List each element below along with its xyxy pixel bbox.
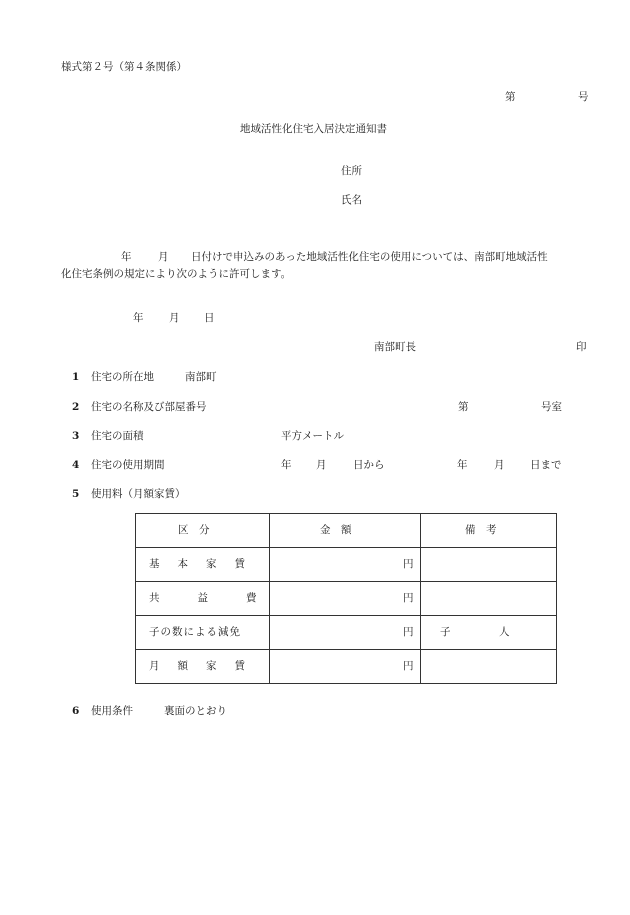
row-yen: 円	[403, 626, 414, 638]
date-month: 月	[169, 312, 180, 324]
item-4-to-year: 年	[457, 459, 468, 471]
body-text-line2: 化住宅条例の規定により次のように許可します。	[61, 268, 292, 280]
note-cell	[421, 548, 557, 582]
header-amount: 金 額	[320, 524, 352, 536]
item-2-number: 2	[72, 401, 80, 413]
amount-cell	[270, 548, 421, 582]
body-year: 年	[121, 251, 132, 263]
address-label: 住所	[341, 165, 362, 177]
row-yen: 円	[403, 558, 414, 570]
note-cell	[421, 650, 557, 684]
row-yen: 円	[403, 660, 414, 672]
category-cell	[136, 650, 270, 684]
note-child: 子	[440, 626, 451, 638]
row-category: 子の数による減免	[149, 626, 241, 638]
body-text-line1: 日付けで申込みのあった地域活性化住宅の使用については、南部町地域活性	[191, 251, 548, 263]
doc-number-go: 号	[578, 91, 589, 103]
row-category: 基本家賃	[149, 558, 263, 570]
seal-mark: 印	[576, 341, 587, 353]
doc-number-dai: 第	[505, 91, 516, 103]
date-day: 日	[204, 312, 215, 324]
item-6-label: 使用条件	[91, 705, 133, 717]
note-cell	[421, 616, 557, 650]
fee-table	[135, 513, 557, 684]
item-4-number: 4	[72, 459, 80, 471]
category-cell	[136, 616, 270, 650]
row-category: 月額家賃	[149, 660, 263, 672]
amount-cell	[270, 582, 421, 616]
item-3-unit: 平方メートル	[281, 430, 344, 442]
item-3-label: 住宅の面積	[91, 430, 144, 442]
header-amount-cell	[270, 514, 421, 548]
table-row	[136, 548, 557, 582]
issuer-title: 南部町長	[374, 341, 416, 353]
item-4-label: 住宅の使用期間	[91, 459, 165, 471]
item-1-label: 住宅の所在地	[91, 371, 154, 383]
item-2-room: 号室	[541, 401, 562, 413]
row-yen: 円	[403, 592, 414, 604]
category-cell	[136, 582, 295, 616]
date-year: 年	[133, 312, 144, 324]
item-5-label: 使用料（月額家賃）	[91, 488, 186, 500]
name-label: 氏名	[341, 194, 362, 206]
item-2-label: 住宅の名称及び部屋番号	[91, 401, 207, 413]
note-person: 人	[499, 626, 510, 638]
fee-table-header-row	[136, 514, 557, 548]
header-notes: 備 考	[465, 524, 497, 536]
item-1-value: 南部町	[185, 371, 217, 383]
item-4-from-month: 月	[316, 459, 327, 471]
item-1-number: 1	[72, 371, 80, 383]
item-4-from-year: 年	[281, 459, 292, 471]
table-row	[136, 582, 557, 616]
item-2-dai: 第	[458, 401, 469, 413]
amount-cell	[270, 650, 421, 684]
header-category: 区 分	[178, 524, 210, 536]
item-4-to-month: 月	[494, 459, 505, 471]
item-4-to-day: 日まで	[530, 459, 562, 471]
table-row	[136, 616, 557, 650]
note-cell	[421, 582, 557, 616]
document-title: 地域活性化住宅入居決定通知書	[240, 123, 387, 135]
table-row	[136, 650, 557, 684]
item-5-number: 5	[72, 488, 80, 500]
row-category: 共益費	[149, 592, 295, 604]
item-6-number: 6	[72, 705, 80, 717]
category-cell	[136, 548, 270, 582]
item-6-value: 裏面のとおり	[164, 705, 227, 717]
body-month: 月	[158, 251, 169, 263]
form-label: 様式第２号（第４条関係）	[61, 61, 187, 73]
item-3-number: 3	[72, 430, 80, 442]
header-category-cell	[136, 514, 270, 548]
item-4-from-day: 日から	[353, 459, 385, 471]
header-notes-cell	[421, 514, 557, 548]
amount-cell	[270, 616, 421, 650]
